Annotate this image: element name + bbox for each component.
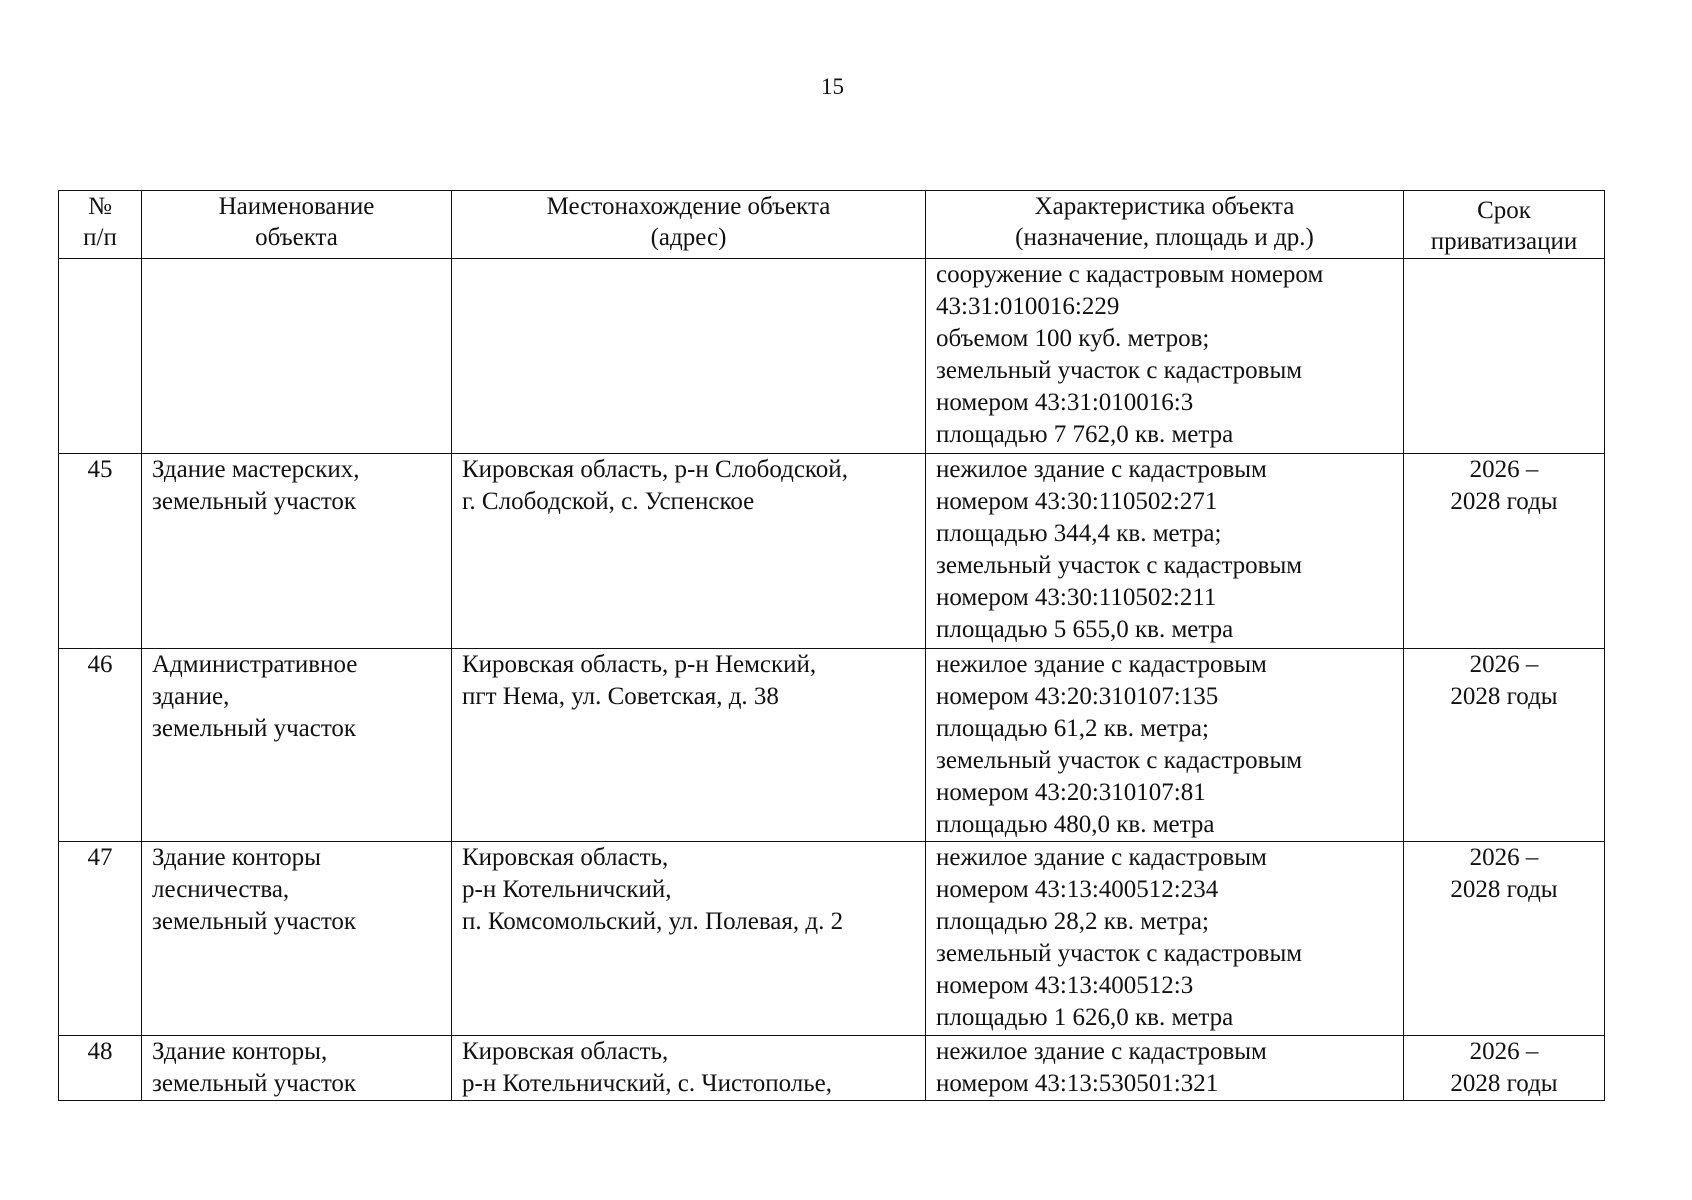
cell-address: Кировская область, р-н Слободской, г. Слободской, с. Успенское bbox=[452, 454, 926, 649]
cell-term: 2026 – 2028 годы bbox=[1404, 842, 1605, 1036]
header-address: Местонахождение объекта (адрес) bbox=[452, 191, 926, 259]
page-number: 15 bbox=[821, 74, 844, 99]
cell-name bbox=[142, 259, 452, 454]
cell-name: Здание мастерских, земельный участок bbox=[142, 454, 452, 649]
cell-address: Кировская область, р-н Котельничский, с. Чистополье, bbox=[452, 1036, 926, 1101]
cell-address: Кировская область, р-н Немский, пгт Нема, ул. Советская, д. 38 bbox=[452, 649, 926, 842]
header-num: № п/п bbox=[59, 191, 142, 259]
cell-num bbox=[59, 259, 142, 454]
header-term: Срок приватизации bbox=[1404, 191, 1605, 259]
cell-characteristics: нежилое здание с кадастровым номером 43:13:400512:234 площадью 28,2 кв. метра; земельный участок с кадастровым номером 43:13:400512:3 площадью 1 626,0 кв. метра bbox=[926, 842, 1404, 1036]
cell-num: 47 bbox=[59, 842, 142, 1036]
cell-num: 48 bbox=[59, 1036, 142, 1101]
cell-term: 2026 – 2028 годы bbox=[1404, 454, 1605, 649]
cell-characteristics: нежилое здание с кадастровым номером 43:30:110502:271 площадью 344,4 кв. метра; земельный участок с кадастровым номером 43:30:110502:211 площадью 5 655,0 кв. метра bbox=[926, 454, 1404, 649]
table-header-row bbox=[59, 191, 1605, 259]
cell-address bbox=[452, 259, 926, 454]
privatization-table bbox=[58, 190, 1605, 1101]
cell-characteristics: сооружение с кадастровым номером 43:31:010016:229 объемом 100 куб. метров; земельный участок с кадастровым номером 43:31:010016:3 площадью 7 762,0 кв. метра bbox=[926, 259, 1404, 454]
cell-term: 2026 – 2028 годы bbox=[1404, 649, 1605, 842]
header-characteristics: Характеристика объекта (назначение, площадь и др.) bbox=[926, 191, 1404, 259]
table-row bbox=[59, 649, 1605, 842]
header-name: Наименование объекта bbox=[142, 191, 452, 259]
table-row bbox=[59, 842, 1605, 1036]
table-row bbox=[59, 259, 1605, 454]
cell-characteristics: нежилое здание с кадастровым номером 43:20:310107:135 площадью 61,2 кв. метра; земельный участок с кадастровым номером 43:20:310107:81 площадью 480,0 кв. метра bbox=[926, 649, 1404, 842]
cell-characteristics: нежилое здание с кадастровым номером 43:13:530501:321 bbox=[926, 1036, 1404, 1101]
cell-name: Здание конторы лесничества, земельный участок bbox=[142, 842, 452, 1036]
cell-address: Кировская область, р-н Котельничский, п. Комсомольский, ул. Полевая, д. 2 bbox=[452, 842, 926, 1036]
cell-name: Административное здание, земельный участок bbox=[142, 649, 452, 842]
cell-num: 45 bbox=[59, 454, 142, 649]
cell-term: 2026 – 2028 годы bbox=[1404, 1036, 1605, 1101]
cell-term bbox=[1404, 259, 1605, 454]
cell-name: Здание конторы, земельный участок bbox=[142, 1036, 452, 1101]
table-row bbox=[59, 1036, 1605, 1101]
cell-num: 46 bbox=[59, 649, 142, 842]
table-row bbox=[59, 454, 1605, 649]
